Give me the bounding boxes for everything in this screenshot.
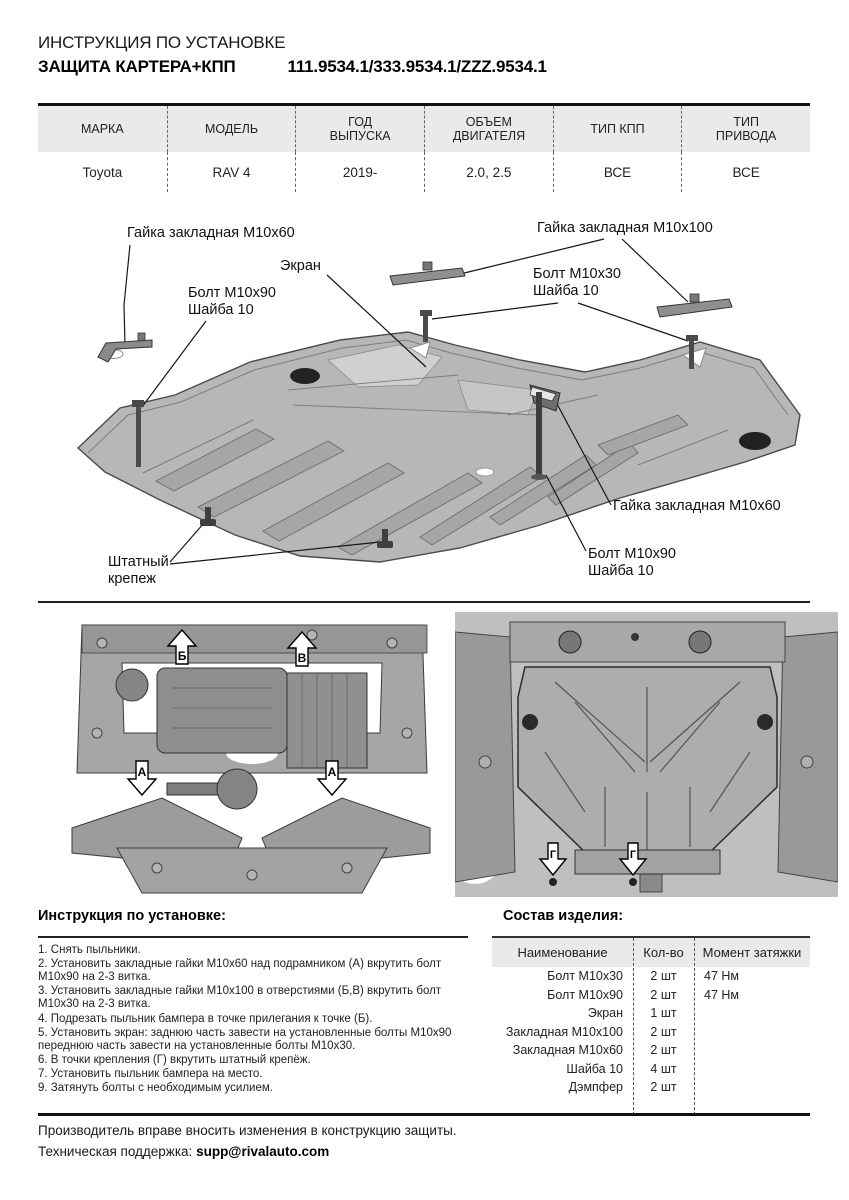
instruction-step: 2. Установить закладные гайки М10х60 над подрамником (А) вкрутить болт М10х90 на 2-3 витка. [38, 958, 442, 984]
col-header-gearbox: ТИП КПП [553, 106, 682, 152]
cell-gearbox: ВСЕ [553, 152, 682, 192]
cell-marka: Toyota [82, 164, 123, 180]
svg-text:Г: Г [629, 849, 637, 861]
photo-underbody-before [62, 613, 440, 898]
instruction-step: 4. Подрезать пыльник бампера в точке прилегания к точке (Б). [38, 1012, 373, 1025]
parts-table-header-row [492, 938, 810, 967]
document-title: ИНСТРУКЦИЯ ПО УСТАНОВКЕ [38, 33, 286, 52]
callout-bolt-m10x30: Болт М10х30 Шайба 10 [533, 266, 621, 300]
instruction-list [38, 936, 468, 1096]
instruction-step: 7. Установить пыльник бампера на место. [38, 1067, 263, 1080]
col-header-engine: ОБЪЕМ ДВИГАТЕЛЯ [424, 106, 553, 152]
photo-plate-installed [455, 612, 838, 897]
col-header-drive: ТИП ПРИВОДА [681, 106, 810, 152]
bracket-nut-m10x100-icon [657, 294, 732, 317]
parts-row: Закладная М10х60 2 шт [512, 1043, 677, 1058]
cell-engine: 2.0, 2.5 [424, 152, 553, 192]
callout-bolt-m10x90-right: Болт М10х90 Шайба 10 [588, 546, 676, 580]
parts-row: Болт М10х30 2 шт 47 Нм [547, 969, 739, 984]
parts-table [492, 936, 810, 1115]
parts-col-qty: Кол-во [633, 938, 694, 967]
footer [38, 1123, 457, 1159]
parts-row: Дэмпфер 2 шт [568, 1080, 677, 1095]
parts-col-torque: Момент затяжки [694, 938, 810, 967]
plug-hole [290, 368, 320, 384]
parts-heading: Состав изделия: [503, 908, 624, 924]
exploded-view-diagram [38, 215, 810, 601]
section-divider [38, 601, 810, 603]
instruction-step: 9. Затянуть болты с необходимым усилием. [38, 1082, 273, 1095]
vehicle-table [38, 103, 810, 192]
support-label: Техническая поддержка: [38, 1144, 193, 1159]
parts-col-name: Наименование [492, 938, 633, 967]
bracket-nut-m10x100-icon [390, 262, 465, 285]
parts-row: Болт М10х90 2 шт 47 Нм [547, 987, 739, 1002]
svg-text:В: В [297, 651, 307, 665]
svg-text:А: А [327, 765, 337, 779]
col-header-year: ГОД ВЫПУСКА [295, 106, 424, 152]
instruction-step: 3. Установить закладные гайки М10х100 в отверстиями (Б,В) вкрутить болт М10х30 на 2-3 витка. [38, 985, 442, 1011]
cell-model: RAV 4 [167, 152, 296, 192]
parts-row: Экран 1 шт [587, 1006, 677, 1021]
parts-table-divider [633, 938, 634, 1115]
cell-drive: ВСЕ [681, 152, 810, 192]
callout-nut-m10x100: Гайка закладная М10х100 [537, 220, 713, 236]
callout-ekran: Экран [280, 258, 321, 274]
svg-text:Б: Б [177, 649, 187, 663]
parts-row: Закладная М10х100 2 шт [505, 1024, 677, 1039]
product-name: ЗАЩИТА КАРТЕРА+КПП [38, 57, 236, 76]
parts-row: Шайба 10 4 шт [566, 1061, 677, 1076]
callout-nut-m10x60-left: Гайка закладная М10х60 [127, 225, 295, 241]
document-header [38, 33, 547, 77]
col-header-marka: МАРКА [38, 106, 167, 152]
callout-bolt-m10x90-left: Болт М10х90 Шайба 10 [188, 285, 276, 319]
part-numbers: 111.9534.1/333.9534.1/ZZZ.9534.1 [287, 57, 547, 76]
footer-divider [38, 1113, 810, 1116]
instructions-heading: Инструкция по установке: [38, 908, 226, 924]
instruction-step: 1. Снять пыльники. [38, 944, 141, 956]
parts-table-divider [694, 938, 695, 1115]
callout-factory-fasteners: Штатный крепеж [108, 554, 169, 588]
plug-hole [739, 432, 771, 450]
instruction-step: 5. Установить экран: заднюю часть завести на установленные болты М10х90 переднюю часть завести на установленные болты М10х30. [38, 1026, 452, 1052]
vehicle-table-data-row [38, 152, 810, 192]
vehicle-table-header-row [38, 106, 810, 152]
footer-disclaimer: Производитель вправе вносить изменения в конструкцию защиты. [38, 1123, 457, 1138]
svg-text:А: А [137, 765, 147, 779]
svg-text:Г: Г [549, 849, 557, 861]
callout-nut-m10x60-right: Гайка закладная М10х60 [613, 498, 781, 514]
support-email: supp@rivalauto.com [196, 1144, 330, 1159]
skid-plate-drawing [38, 215, 810, 601]
cell-year: 2019- [295, 152, 424, 192]
col-header-model: МОДЕЛЬ [167, 106, 296, 152]
instruction-step: 6. В точки крепления (Г) вкрутить штатный крепёж. [38, 1053, 311, 1066]
